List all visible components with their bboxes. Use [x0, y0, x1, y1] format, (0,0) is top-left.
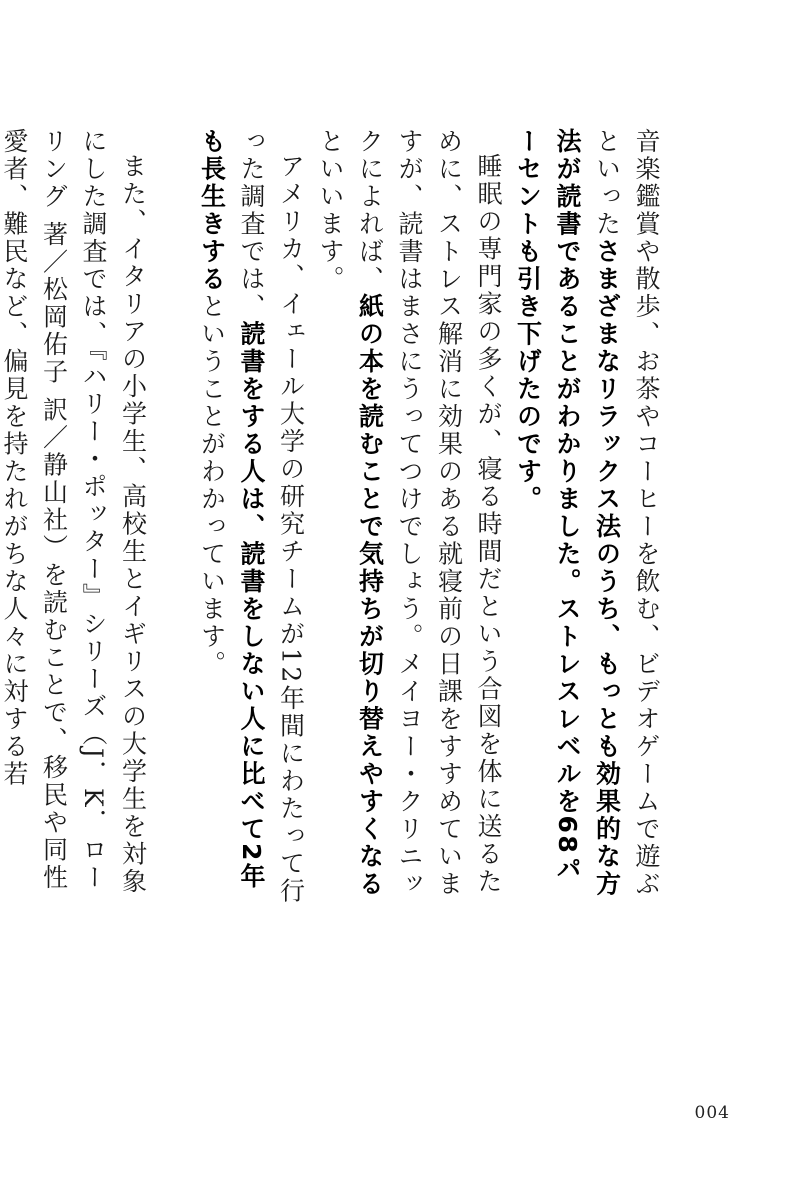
paragraph-1: [508, 128, 666, 908]
paragraph-2-run-1: 睡眠の専門家の多くが、寝る時間だという合図を体に送るために、ストレス解消に効果のある就寝前の日課をすすめていますが、読書はまさにうってつけでしょう。メイヨー・クリニックによれば、: [355, 128, 503, 898]
vertical-text-body: [0, 128, 666, 908]
paragraph-1-run-2-bold: さまざまなリラックス法のうち、もっとも効果的な方法が読書であることがわかりました。ストレスレベルを68パーセントも引き下げたのです。: [513, 128, 622, 898]
paragraph-4: [0, 128, 153, 908]
paragraph-2-run-3: といいます。: [316, 128, 345, 293]
paragraph-1-run-1: 音楽鑑賞や散歩、お茶やコーヒーを飲む、ビデオゲームで遊ぶといった: [592, 128, 661, 898]
paragraph-3-run-2-bold: 読書をする人は、読書をしない人に比べて2年も長生きする: [197, 128, 266, 891]
paragraph-2-run-2-bold: 紙の本を読むことで気持ちが切り替えやすくなる: [355, 293, 385, 898]
paragraph-3-run-3: ということがわかっています。: [197, 293, 227, 678]
paragraph-3-run-1: アメリカ、イェール大学の研究チームが12年間にわたって行った調査では、: [237, 128, 306, 905]
paragraph-2: [311, 128, 509, 908]
paragraph-4-run-1: また、イタリアの小学生、高校生とイギリスの大学生を対象にした調査では、『ハリー・ポッター』シリーズ（J．K．ローリング 著／松岡佑子 訳／静山社）を読むことで、移民や同性愛者、難民など、偏見を持たれがちな人々に対する若: [0, 128, 148, 896]
page-number: 004: [694, 1103, 730, 1123]
paragraph-3: [192, 128, 311, 908]
